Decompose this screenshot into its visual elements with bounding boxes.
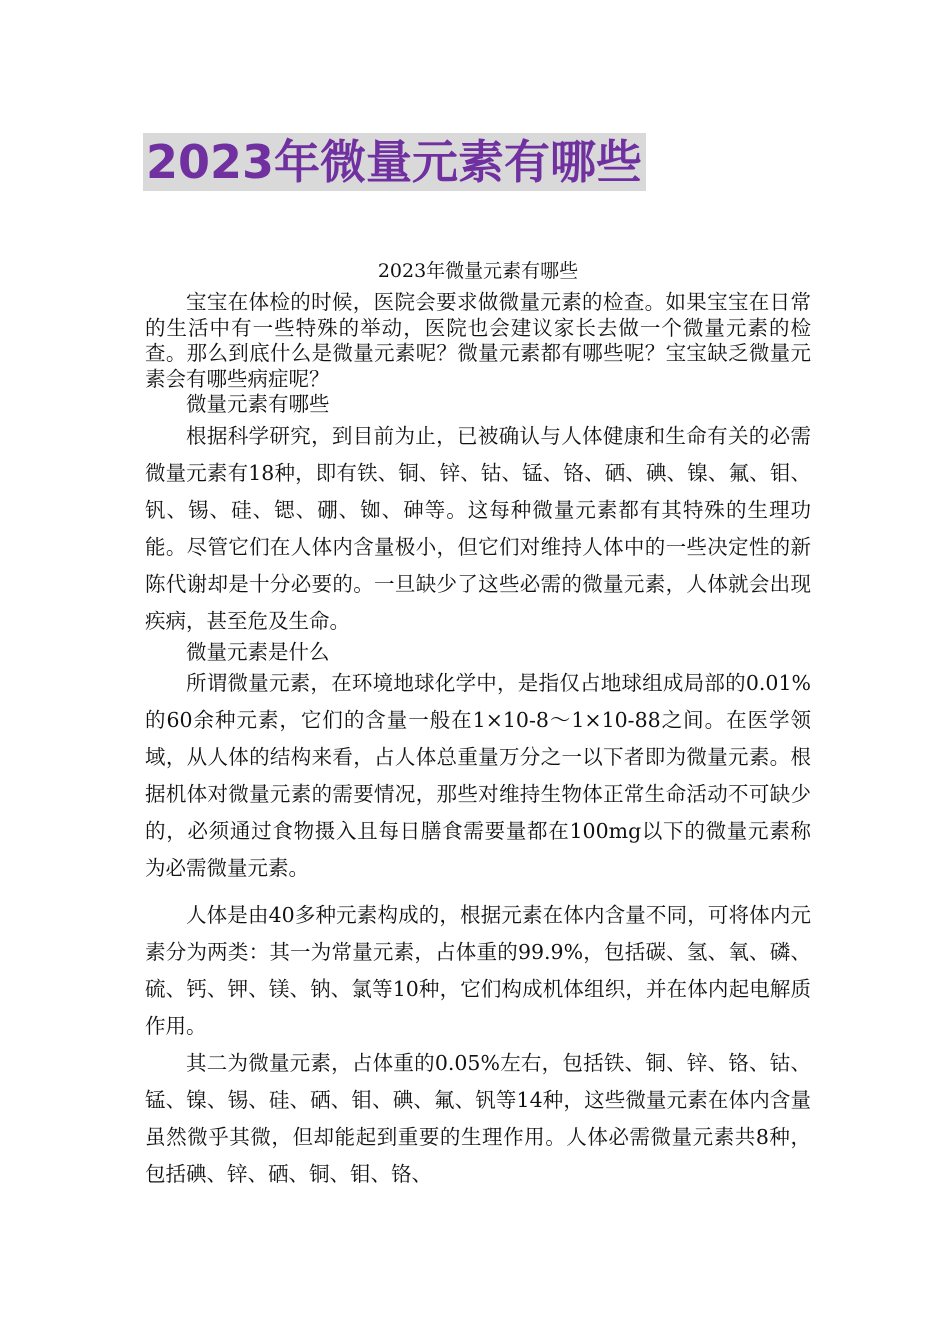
trace-elements-paragraph: 其二为微量元素，占体重的0.05%左右，包括铁、铜、锌、铬、钴、锰、镍、锡、硅、硒、钼、碘、氟、钒等14种，这些微量元素在体内含量虽然微乎其微，但却能起到重要的生理作用。人体必需微量元素共8种，包括碘、锌、硒、铜、钼、铬、 <box>145 1051 811 1186</box>
section-heading-what-is: 微量元素是什么 <box>186 639 330 664</box>
document-body <box>145 258 811 1193</box>
composition-paragraph: 人体是由40多种元素构成的，根据元素在体内含量不同，可将体内元素分为两类：其一为常量元素，占体重的99.9%，包括碳、氢、氧、磷、硫、钙、钾、镁、钠、氯等10种，它们构成机体组织，并在体内起电解质作用。 <box>145 903 811 1038</box>
definition-paragraph: 所谓微量元素，在环境地球化学中，是指仅占地球组成局部的0.01%的60余种元素，它们的含量一般在1×10-8～1×10-88之间。在医学领域，从人体的结构来看，占人体总重量万分之一以下者即为微量元素。根据机体对微量元素的需要情况，那些对维持生物体正常生命活动不可缺少的，必须通过食物摄入且每日膳食需要量都在100mg以下的微量元素称为必需微量元素。 <box>145 671 811 880</box>
intro-paragraph: 宝宝在体检的时候，医院会要求做微量元素的检查。如果宝宝在日常的生活中有一些特殊的举动，医院也会建议家长去做一个微量元素的检查。那么到底什么是微量元素呢？微量元素都有哪些呢？宝宝缺乏微量元素会有哪些病症呢？ <box>145 290 811 391</box>
document-subtitle: 2023年微量元素有哪些 <box>377 260 579 282</box>
section-heading-what-elements: 微量元素有哪些 <box>186 392 330 416</box>
research-paragraph: 根据科学研究，到目前为止，已被确认与人体健康和生命有关的必需微量元素有18种，即有铁、铜、锌、钴、锰、铬、硒、碘、镍、氟、钼、钒、锡、硅、锶、硼、铷、砷等。这每种微量元素都有其特殊的生理功能。尽管它们在人体内含量极小，但它们对维持人体中的一些决定性的新陈代谢却是十分必要的。一旦缺少了这些必需的微量元素，人体就会出现疾病，甚至危及生命。 <box>145 423 811 633</box>
document-title: 2023年微量元素有哪些 <box>143 133 646 191</box>
